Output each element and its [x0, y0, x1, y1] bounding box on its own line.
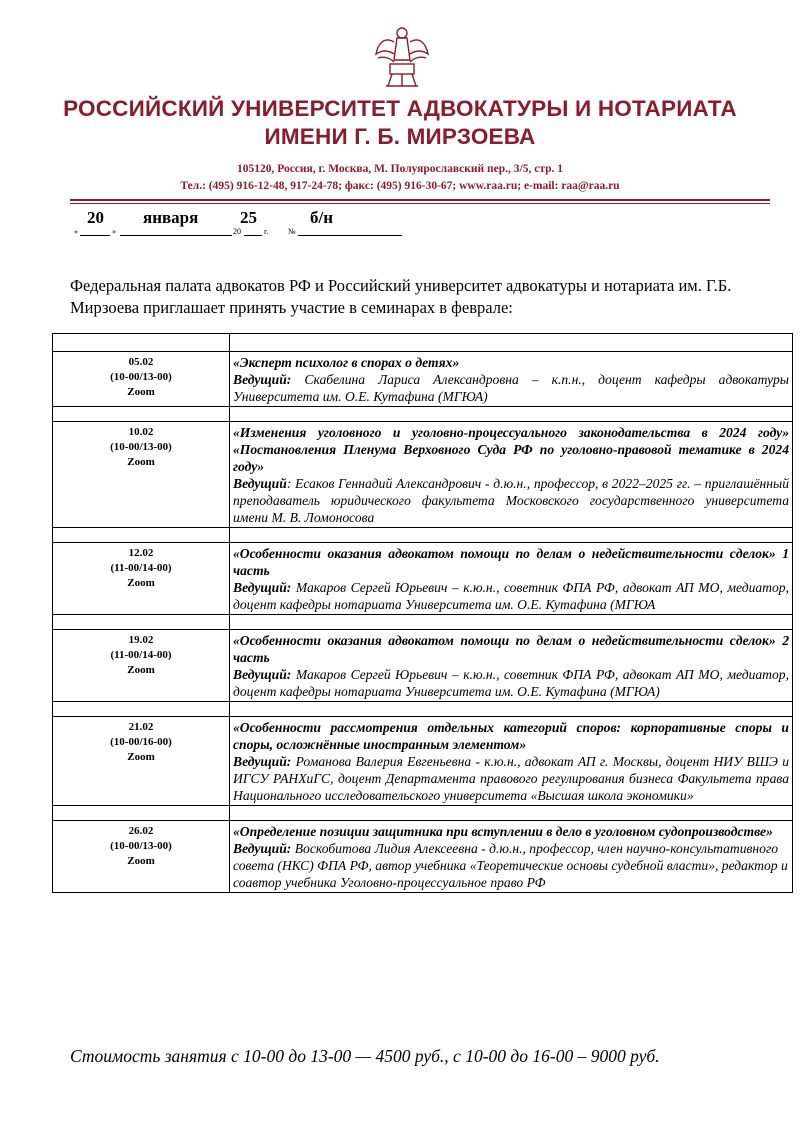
seminar-format: Zoom: [127, 577, 155, 589]
lead-label: Ведущий:: [233, 667, 292, 682]
table-row: [53, 630, 793, 702]
seminar-details-cell: [230, 821, 793, 893]
seminar-lead: [233, 753, 789, 804]
lead-label: Ведущий:: [233, 754, 292, 769]
date-month: января: [143, 208, 199, 227]
table-spacer-row: [53, 702, 793, 717]
lead-text: Макаров Сергей Юрьевич – к.ю.н., советник ФПА РФ, адвокат АП МО, медиатор, доцент кафедры нотариата Университета им. О.Е. Кутафина (МГЮА): [233, 667, 789, 699]
date-year: 25: [240, 208, 257, 227]
intro-paragraph: Федеральная палата адвокатов РФ и Российский университет адвокатуры и нотариата им. Г.Б. Мирзоева приглашает принять участие в семинарах в феврале:: [70, 276, 732, 317]
seminar-title: «Определение позиции защитника при вступлении в дело в уголовном судопроизводстве»: [233, 824, 773, 839]
document-number: б/н: [310, 208, 334, 227]
seminar-date: 12.02: [128, 547, 154, 559]
seminar-datetime-cell: [53, 543, 230, 615]
seminar-time: (10-00/13-00): [110, 371, 172, 383]
seminar-datetime-cell: [53, 422, 230, 528]
seminar-title: «Изменения уголовного и уголовно-процессуального законодательства в 2024 году» «Постановления Пленума Верховного Суда РФ по уголовно-правовой тематике в 2024 году»: [233, 425, 789, 474]
lead-label: Ведущий:: [233, 372, 292, 387]
university-address: 105120, Россия, г. Москва, М. Полуярославский пер., 3/5, стр. 1: [236, 163, 564, 175]
date-day: 20: [87, 208, 104, 227]
seminar-title: «Особенности рассмотрения отдельных категорий споров: корпоративные споры и споры, осложнённые иностранным элементом»: [233, 720, 789, 752]
lead-text: Скабелина Лариса Александровна – к.п.н., доцент кафедры адвокатуры Университета им. О.Е. Кутафина (МГЮА): [233, 372, 789, 404]
date-year-suffix: г.: [264, 227, 269, 236]
lead-text: Воскобитова Лидия Алексеевна - д.ю.н., профессор, член научно-консультативного совета (НКС) ФПА РФ, автор учебника «Теоретические основы судебной власти», редактор и соавтор учебника Уголовно-процессуальное право РФ: [233, 841, 788, 890]
seminar-datetime-cell: [53, 630, 230, 702]
table-spacer-row: [53, 528, 793, 543]
seminar-lead: [233, 579, 789, 613]
table-row: [53, 717, 793, 806]
seminar-datetime-cell: [53, 821, 230, 893]
seminar-date: 26.02: [128, 825, 154, 837]
number-sign: №: [288, 227, 296, 236]
university-contacts: Тел.: (495) 916-12-48, 917-24-78; факс: (495) 916-30-67; www.raa.ru; e-mail: raa@raa.ru: [180, 180, 620, 192]
header-divider-thick: [70, 199, 770, 201]
seminar-details-cell: [230, 717, 793, 806]
seminar-lead: [233, 371, 789, 405]
seminar-format: Zoom: [127, 456, 155, 468]
seminar-format: Zoom: [127, 751, 155, 763]
seminar-time: (10-00/13-00): [110, 441, 172, 453]
seminar-details-cell: [230, 422, 793, 528]
university-emblem-icon: [374, 20, 430, 90]
seminar-lead: [233, 840, 789, 891]
seminar-lead: [233, 475, 789, 526]
seminar-datetime-cell: [53, 717, 230, 806]
table-row: [53, 821, 793, 893]
seminar-title: «Эксперт психолог в спорах о детях»: [233, 355, 460, 370]
table-spacer-row: [53, 806, 793, 821]
document-date-line: [70, 208, 410, 238]
seminar-details-cell: [230, 352, 793, 407]
seminar-format: Zoom: [127, 664, 155, 676]
seminar-title: «Особенности оказания адвокатом помощи по делам о недействительности сделок» 2 часть: [233, 633, 789, 665]
seminar-date: 21.02: [128, 721, 154, 733]
seminar-date: 19.02: [128, 634, 154, 646]
seminar-time: (10-00/16-00): [110, 736, 172, 748]
date-year-prefix: 20: [233, 227, 241, 236]
table-spacer-row: [53, 407, 793, 422]
table-spacer-row: [53, 334, 793, 352]
table-spacer-row: [53, 615, 793, 630]
seminar-time: (10-00/13-00): [110, 840, 172, 852]
seminar-details-cell: [230, 630, 793, 702]
lead-text: : Есаков Геннадий Александрович - д.ю.н., профессор, в 2022–2025 гг. – приглашённый преподаватель юридического факультета Московского государственного университета имени М. В. Ломоносова: [233, 476, 789, 525]
table-row: [53, 543, 793, 615]
header-divider-thin: [70, 203, 770, 204]
table-row: [53, 422, 793, 528]
seminar-schedule-table: [52, 333, 793, 893]
seminar-date: 05.02: [128, 356, 154, 368]
lead-text: Макаров Сергей Юрьевич – к.ю.н., советник ФПА РФ, адвокат АП МО, медиатор, доцент кафедры нотариата Университета им. О.Е. Кутафина (МГЮА: [233, 580, 789, 612]
date-quote-open: «: [74, 227, 78, 236]
seminar-datetime-cell: [53, 352, 230, 407]
university-name-line1: РОССИЙСКИЙ УНИВЕРСИТЕТ АДВОКАТУРЫ И НОТАРИАТА: [63, 96, 737, 121]
seminar-lead: [233, 666, 789, 700]
seminar-time: (11-00/14-00): [110, 649, 172, 661]
lead-label: Ведущий: [233, 476, 287, 491]
seminar-details-cell: [230, 543, 793, 615]
university-name-line2: ИМЕНИ Г. Б. МИРЗОЕВА: [264, 124, 536, 149]
table-row: [53, 352, 793, 407]
lead-text: Романова Валерия Евгеньевна - к.ю.н., адвокат АП г. Москвы, доцент НИУ ВШЭ и ИГСУ РАНХиГС, доцент Департамента правового регулирования бизнеса Факультета права Национального исследовательского университета «Высшая школа экономики»: [233, 754, 789, 803]
seminar-date: 10.02: [128, 426, 154, 438]
cost-note: Стоимость занятия с 10-00 до 13-00 — 4500 руб., с 10-00 до 16-00 – 9000 руб.: [70, 1046, 660, 1066]
seminar-title: «Особенности оказания адвокатом помощи по делам о недействительности сделок» 1 часть: [233, 546, 789, 578]
lead-label: Ведущий:: [233, 841, 292, 856]
seminar-time: (11-00/14-00): [110, 562, 172, 574]
date-quote-close: »: [112, 227, 116, 236]
seminar-format: Zoom: [127, 386, 155, 398]
seminar-format: Zoom: [127, 855, 155, 867]
lead-label: Ведущий:: [233, 580, 292, 595]
